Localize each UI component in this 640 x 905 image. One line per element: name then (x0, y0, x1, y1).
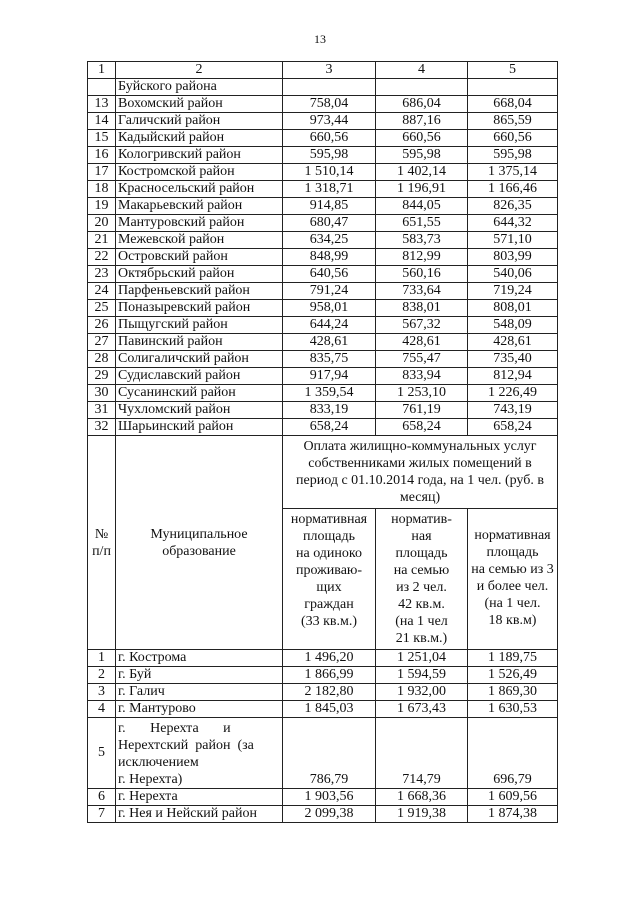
row-value-5: 1 869,30 (468, 684, 558, 701)
row-value-5: 735,40 (468, 351, 558, 368)
row-num: 20 (88, 215, 116, 232)
row-value-4: 660,56 (376, 130, 468, 147)
header2-num: № п/п (88, 436, 116, 650)
row-value-4: 844,05 (376, 198, 468, 215)
row-value-3: 833,19 (283, 402, 376, 419)
row-name: Островский район (116, 249, 283, 266)
row-value-3: 973,44 (283, 113, 376, 130)
row-value-5: 812,94 (468, 368, 558, 385)
row-num: 2 (88, 667, 116, 684)
row-value-3: 958,01 (283, 300, 376, 317)
table-row (88, 300, 558, 317)
row-num: 7 (88, 806, 116, 823)
col-header-5: 5 (468, 62, 558, 79)
row-name: Красносельский район (116, 181, 283, 198)
row-value-3: 660,56 (283, 130, 376, 147)
header2-title-row (88, 436, 558, 509)
row-value-3: 917,94 (283, 368, 376, 385)
table-row (88, 402, 558, 419)
row-value-5: 1 630,53 (468, 701, 558, 718)
row-value-4: 428,61 (376, 334, 468, 351)
row-value-4: 1 668,36 (376, 789, 468, 806)
row-name: Октябрьский район (116, 266, 283, 283)
row-value-4: 567,32 (376, 317, 468, 334)
table-row (88, 667, 558, 684)
row-value-4: 761,19 (376, 402, 468, 419)
row-value-3: 1 903,56 (283, 789, 376, 806)
row-5-name (116, 718, 283, 789)
row-num: 24 (88, 283, 116, 300)
table-row (88, 96, 558, 113)
row-num: 26 (88, 317, 116, 334)
row-value-5: 644,32 (468, 215, 558, 232)
row-name: Вохомский район (116, 96, 283, 113)
row-value-4: 560,16 (376, 266, 468, 283)
row-value-4: 838,01 (376, 300, 468, 317)
row-5-name-line4: г. Нерехта) (118, 772, 183, 787)
row-value-3: 791,24 (283, 283, 376, 300)
row-value-5: 1 526,49 (468, 667, 558, 684)
row-name: Парфеньевский район (116, 283, 283, 300)
table-row (88, 368, 558, 385)
row-value-5: 548,09 (468, 317, 558, 334)
row-num: 29 (88, 368, 116, 385)
row-value-5: 1 375,14 (468, 164, 558, 181)
col-header-4: 4 (376, 62, 468, 79)
row-value-5: 1 189,75 (468, 650, 558, 667)
row-value-3: 644,24 (283, 317, 376, 334)
row-value-5: 743,19 (468, 402, 558, 419)
table-row (88, 334, 558, 351)
row-num: 5 (88, 718, 116, 789)
row-value-3: 595,98 (283, 147, 376, 164)
row-name: г. Галич (116, 684, 283, 701)
row-num: 13 (88, 96, 116, 113)
row-num: 28 (88, 351, 116, 368)
row-5-v4: 714,79 (376, 718, 468, 789)
table-row (88, 164, 558, 181)
table-row (88, 317, 558, 334)
row-name: Мантуровский район (116, 215, 283, 232)
row-value-3: 658,24 (283, 419, 376, 436)
row-value-3: 1 845,03 (283, 701, 376, 718)
col-header-2: 2 (116, 62, 283, 79)
row-name: г. Буй (116, 667, 283, 684)
col-header-3: 3 (283, 62, 376, 79)
row-name: Кадыйский район (116, 130, 283, 147)
row-value-3: 2 182,80 (283, 684, 376, 701)
row-value-3: 1 510,14 (283, 164, 376, 181)
row-value-4: 686,04 (376, 96, 468, 113)
row-num: 6 (88, 789, 116, 806)
row-num: 16 (88, 147, 116, 164)
row-name: Костромской район (116, 164, 283, 181)
table-row (88, 283, 558, 300)
row-num: 3 (88, 684, 116, 701)
row-value-5: 660,56 (468, 130, 558, 147)
row-value-4: 833,94 (376, 368, 468, 385)
row-value-4: 1 919,38 (376, 806, 468, 823)
col-header-1: 1 (88, 62, 116, 79)
page-number: 13 (314, 32, 326, 46)
row-name: Пыщугский район (116, 317, 283, 334)
row-value-4: 651,55 (376, 215, 468, 232)
row-value-5: 803,99 (468, 249, 558, 266)
header2-title: Оплата жилищно-коммунальных услуг собственниками жилых помещений в период с 01.10.2014 года, на 1 чел. (руб. в месяц) (283, 436, 558, 509)
row-num: 32 (88, 419, 116, 436)
row-name: г. Мантурово (116, 701, 283, 718)
row-value-4: 1 251,04 (376, 650, 468, 667)
row-value-4: 595,98 (376, 147, 468, 164)
row-value-4: 1 594,59 (376, 667, 468, 684)
row-value-4: 1 402,14 (376, 164, 468, 181)
row-value-5: 826,35 (468, 198, 558, 215)
table-row (88, 198, 558, 215)
row-name: Сусанинский район (116, 385, 283, 402)
row-name: г. Нерехта (116, 789, 283, 806)
row-num: 14 (88, 113, 116, 130)
table-row (88, 419, 558, 436)
row-name: Кологривский район (116, 147, 283, 164)
row-name: Межевской район (116, 232, 283, 249)
row-value-5: 719,24 (468, 283, 558, 300)
table-row (88, 130, 558, 147)
column-number-row (88, 62, 558, 79)
row-value-4: 733,64 (376, 283, 468, 300)
row-value-5: 1 166,46 (468, 181, 558, 198)
row-name: Солигаличский район (116, 351, 283, 368)
table-row (88, 249, 558, 266)
row-name: г. Нея и Нейский район (116, 806, 283, 823)
table-row (88, 266, 558, 283)
row-value-4: 755,47 (376, 351, 468, 368)
header2-name: Муниципальное образование (116, 436, 283, 650)
header2-sub5: нормативная площадь на семью из 3 и более чел. (на 1 чел. 18 кв.м) (468, 509, 558, 650)
row-value-3: 1 359,54 (283, 385, 376, 402)
row-name: Поназыревский район (116, 300, 283, 317)
row-num: 30 (88, 385, 116, 402)
row-num: 27 (88, 334, 116, 351)
table-row (88, 701, 558, 718)
row-value-4: 1 253,10 (376, 385, 468, 402)
row-num: 23 (88, 266, 116, 283)
row-value-3: 428,61 (283, 334, 376, 351)
row-value-3: 758,04 (283, 96, 376, 113)
row-value-5: 658,24 (468, 419, 558, 436)
table-row (88, 232, 558, 249)
row-value-5: 428,61 (468, 334, 558, 351)
table-row (88, 650, 558, 667)
row-value-5: 1 226,49 (468, 385, 558, 402)
row-value-3: 914,85 (283, 198, 376, 215)
row-value-3: 2 099,38 (283, 806, 376, 823)
row-num: 21 (88, 232, 116, 249)
continued-name: Буйского района (116, 79, 283, 96)
row-5-v3: 786,79 (283, 718, 376, 789)
row-value-5: 595,98 (468, 147, 558, 164)
row-value-3: 848,99 (283, 249, 376, 266)
row-5-v5: 696,79 (468, 718, 558, 789)
row-num: 1 (88, 650, 116, 667)
row-num: 22 (88, 249, 116, 266)
row-5 (88, 718, 558, 789)
row-name: г. Кострома (116, 650, 283, 667)
row-value-4: 583,73 (376, 232, 468, 249)
table-row (88, 181, 558, 198)
row-value-5: 1 874,38 (468, 806, 558, 823)
table-row (88, 147, 558, 164)
row-value-5: 1 609,56 (468, 789, 558, 806)
row-name: Макарьевский район (116, 198, 283, 215)
row-name: Павинский район (116, 334, 283, 351)
row-value-3: 640,56 (283, 266, 376, 283)
row-value-3: 1 496,20 (283, 650, 376, 667)
row-value-4: 1 196,91 (376, 181, 468, 198)
row-value-4: 887,16 (376, 113, 468, 130)
row-5-name-line3: исключением (118, 755, 199, 770)
row-value-4: 812,99 (376, 249, 468, 266)
row-num: 31 (88, 402, 116, 419)
row-value-5: 571,10 (468, 232, 558, 249)
table-row (88, 789, 558, 806)
row-num: 4 (88, 701, 116, 718)
table-row (88, 385, 558, 402)
row-value-5: 808,01 (468, 300, 558, 317)
row-num: 25 (88, 300, 116, 317)
row-value-5: 668,04 (468, 96, 558, 113)
row-value-3: 835,75 (283, 351, 376, 368)
continued-row (88, 79, 558, 96)
table-row (88, 351, 558, 368)
row-5-name-line1: г. Нерехта и (118, 721, 231, 736)
header2-sub3: нормативная площадь на одиноко проживаю- щих граждан (33 кв.м.) (283, 509, 376, 650)
row-value-3: 634,25 (283, 232, 376, 249)
row-value-5: 540,06 (468, 266, 558, 283)
row-num: 17 (88, 164, 116, 181)
row-value-3: 1 318,71 (283, 181, 376, 198)
table-row (88, 806, 558, 823)
row-value-3: 680,47 (283, 215, 376, 232)
row-name: Шарьинский район (116, 419, 283, 436)
row-num: 18 (88, 181, 116, 198)
row-5-name-line2: Нерехтский район (за (118, 738, 254, 753)
row-value-4: 1 932,00 (376, 684, 468, 701)
row-value-5: 865,59 (468, 113, 558, 130)
row-num: 19 (88, 198, 116, 215)
tariff-table (87, 61, 558, 823)
table-row (88, 215, 558, 232)
row-value-4: 658,24 (376, 419, 468, 436)
table-row (88, 684, 558, 701)
row-name: Судиславский район (116, 368, 283, 385)
row-num: 15 (88, 130, 116, 147)
row-name: Чухломский район (116, 402, 283, 419)
row-value-4: 1 673,43 (376, 701, 468, 718)
row-value-3: 1 866,99 (283, 667, 376, 684)
header2-sub4: норматив- ная площадь на семью из 2 чел. 42 кв.м. (на 1 чел 21 кв.м.) (376, 509, 468, 650)
row-name: Галичский район (116, 113, 283, 130)
table-row (88, 113, 558, 130)
